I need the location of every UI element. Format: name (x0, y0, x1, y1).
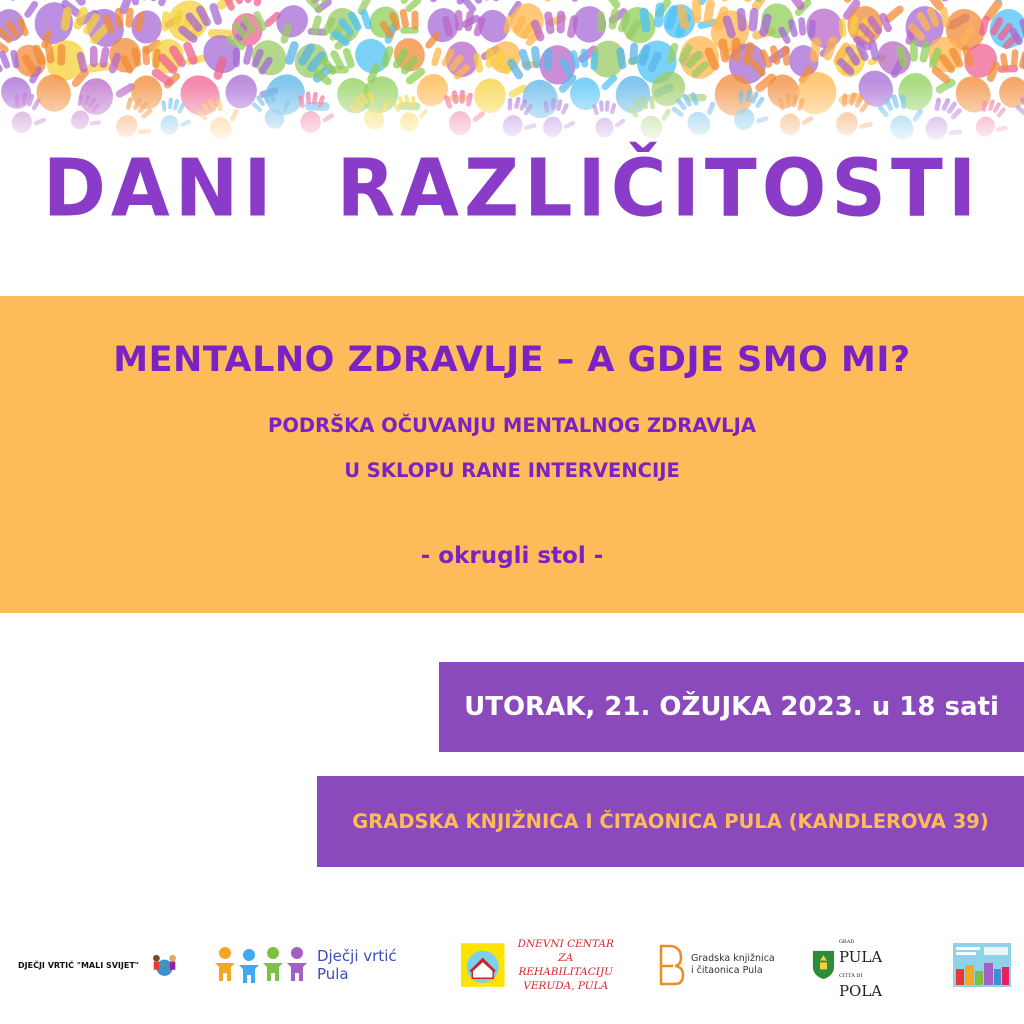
venue-text: GRADSKA KNJIŽNICA I ČITAONICA PULA (KANDLEROVA 39) (352, 810, 989, 833)
logo-dnevni-centar-text (511, 937, 620, 993)
logo-grad-small-2: CITTÀ DI (838, 973, 863, 979)
library-b-icon (655, 942, 685, 988)
main-title (0, 136, 1024, 241)
logo-vrtic-pula-text: Dječji vrtić Pula (316, 947, 397, 983)
date-time-bar (439, 662, 1024, 752)
event-type: - okrugli stol - (420, 543, 604, 569)
event-subtitle-line-2: U SKLOPU RANE INTERVENCIJE (344, 459, 680, 482)
logo-mali-svijet-text: DJEČJI VRTIĆ "MALI SVIJET" (18, 960, 139, 970)
logo-grad-small-1: GRAD (838, 939, 855, 945)
logo-grad-pula (812, 930, 902, 1000)
handprints-banner (0, 0, 1024, 150)
logo-dnevni-centar (460, 930, 620, 1000)
coat-of-arms-icon (812, 948, 835, 982)
logo-grad-pula-text (839, 931, 902, 999)
handprints-icon (0, 0, 1024, 150)
logo-city-poster (953, 930, 1013, 1000)
logo-grad-big-1: PULA (838, 948, 883, 966)
children-globe-icon (151, 945, 178, 985)
event-headline: MENTALNO ZDRAVLJE – A GDJE SMO MI? (113, 340, 911, 380)
logo-knjiznica-line-2: i čitaonica Pula (691, 965, 763, 976)
logo-djecji-vrtic-pula (213, 930, 433, 1000)
title-word-2: RAZLIČITOSTI (336, 140, 982, 235)
logo-centar-line-1: DNEVNI CENTAR ZA (517, 938, 614, 964)
date-time-text: UTORAK, 21. OŽUJKA 2023. u 18 sati (464, 692, 999, 722)
city-poster-icon (953, 943, 1011, 987)
logo-knjiznica-text (691, 953, 775, 977)
logo-knjiznica-line-1: Gradska knjižnica (691, 953, 775, 964)
partner-logos (0, 930, 1024, 1000)
logo-gradska-knjiznica (655, 930, 775, 1000)
logo-grad-big-2: POLA (838, 982, 883, 1000)
venue-bar (317, 776, 1024, 867)
logo-centar-line-2: REHABILITACIJU (518, 966, 613, 978)
event-subtitle-line-1: PODRŠKA OČUVANJU MENTALNOG ZDRAVLJA (268, 414, 756, 437)
title-word-1: DANI (42, 140, 277, 235)
house-sun-icon (460, 941, 505, 989)
children-figures-icon (213, 945, 313, 985)
logo-centar-line-3: VERUDA, PULA (523, 980, 609, 992)
logo-mali-svijet (18, 930, 178, 1000)
